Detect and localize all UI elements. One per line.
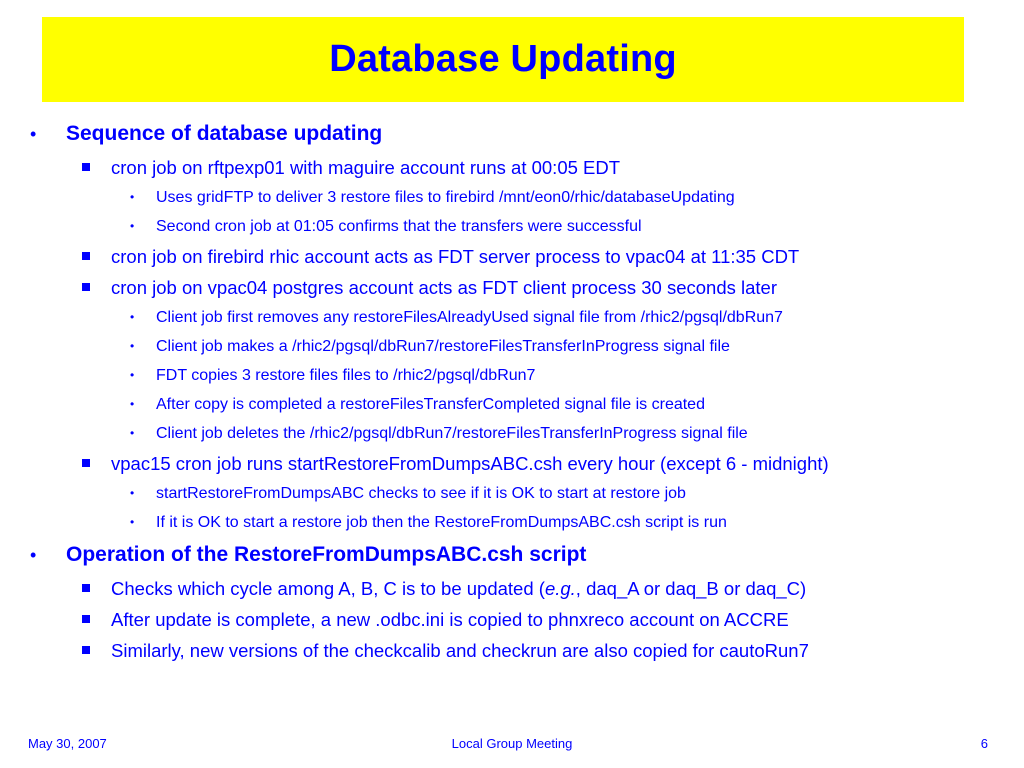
bullet-square-icon [82, 163, 90, 171]
bullet-square-icon [82, 615, 90, 623]
bullet-dot-icon: • [130, 339, 135, 353]
bullet-dot-icon: • [130, 515, 135, 529]
bullet-dot-icon: • [130, 190, 135, 204]
bullet-level2 [0, 272, 1024, 303]
bullet-dot-icon: • [130, 397, 135, 411]
bullet-list [0, 116, 1024, 666]
bullet-square-icon [82, 584, 90, 592]
bullet-dot-icon: • [130, 310, 135, 324]
footer-event: Local Group Meeting [451, 736, 573, 751]
bullet-dot-icon: • [30, 545, 37, 565]
bullet-text: Client job makes a /rhic2/pgsql/dbRun7/restoreFilesTransferInProgress signal file [156, 338, 730, 355]
bullet-level3 [0, 419, 1024, 448]
bullet-text: FDT copies 3 restore files files to /rhic2/pgsql/dbRun7 [156, 367, 536, 384]
bullet-text: startRestoreFromDumpsABC checks to see if it is OK to start at restore job [156, 485, 686, 502]
bullet-level3 [0, 303, 1024, 332]
bullet-square-icon [82, 252, 90, 260]
bullet-level2 [0, 241, 1024, 272]
bullet-level3 [0, 361, 1024, 390]
footer-page-number: 6 [980, 736, 988, 751]
bullet-level2 [0, 635, 1024, 666]
bullet-level1 [0, 537, 1024, 573]
bullet-text: If it is OK to start a restore job then the RestoreFromDumpsABC.csh script is run [156, 514, 727, 531]
bullet-square-icon [82, 646, 90, 654]
bullet-level3 [0, 212, 1024, 241]
bullet-level3 [0, 390, 1024, 419]
bullet-dot-icon: • [130, 426, 135, 440]
bullet-level2 [0, 573, 1024, 604]
bullet-level3 [0, 508, 1024, 537]
bullet-text: cron job on rftpexp01 with maguire account runs at 00:05 EDT [111, 157, 621, 178]
bullet-level3 [0, 183, 1024, 212]
bullet-text: cron job on vpac04 postgres account acts as FDT client process 30 seconds later [111, 277, 778, 298]
slide-title: Database Updating [329, 38, 677, 80]
bullet-text: Operation of the RestoreFromDumpsABC.csh script [66, 543, 587, 566]
bullet-text: Checks which cycle among A, B, C is to be updated (e.g., daq_A or daq_B or daq_C) [111, 578, 807, 599]
bullet-text: Client job first removes any restoreFilesAlreadyUsed signal file from /rhic2/pgsql/dbRun7 [156, 309, 783, 326]
footer-date: May 30, 2007 [28, 736, 107, 751]
title-band [42, 17, 964, 102]
bullet-text: Client job deletes the /rhic2/pgsql/dbRun7/restoreFilesTransferInProgress signal file [156, 425, 748, 442]
bullet-level3 [0, 479, 1024, 508]
bullet-dot-icon: • [30, 124, 37, 144]
bullet-dot-icon: • [130, 368, 135, 382]
bullet-text: After update is complete, a new .odbc.ini is copied to phnxreco account on ACCRE [111, 609, 789, 630]
bullet-level3 [0, 332, 1024, 361]
bullet-level1 [0, 116, 1024, 152]
bullet-text: Sequence of database updating [66, 122, 383, 145]
bullet-level2 [0, 152, 1024, 183]
bullet-dot-icon: • [130, 486, 135, 500]
bullet-text: Similarly, new versions of the checkcalib and checkrun are also copied for cautoRun7 [111, 640, 809, 661]
bullet-text: Second cron job at 01:05 confirms that the transfers were successful [156, 218, 642, 235]
bullet-text: After copy is completed a restoreFilesTransferCompleted signal file is created [156, 396, 705, 413]
bullet-dot-icon: • [130, 219, 135, 233]
bullet-text: vpac15 cron job runs startRestoreFromDumpsABC.csh every hour (except 6 - midnight) [111, 453, 829, 474]
bullet-square-icon [82, 283, 90, 291]
bullet-level2 [0, 604, 1024, 635]
bullet-level2 [0, 448, 1024, 479]
bullet-text: cron job on firebird rhic account acts as FDT server process to vpac04 at 11:35 CDT [111, 246, 800, 267]
bullet-square-icon [82, 459, 90, 467]
bullet-text: Uses gridFTP to deliver 3 restore files to firebird /mnt/eon0/rhic/databaseUpdating [156, 189, 735, 206]
